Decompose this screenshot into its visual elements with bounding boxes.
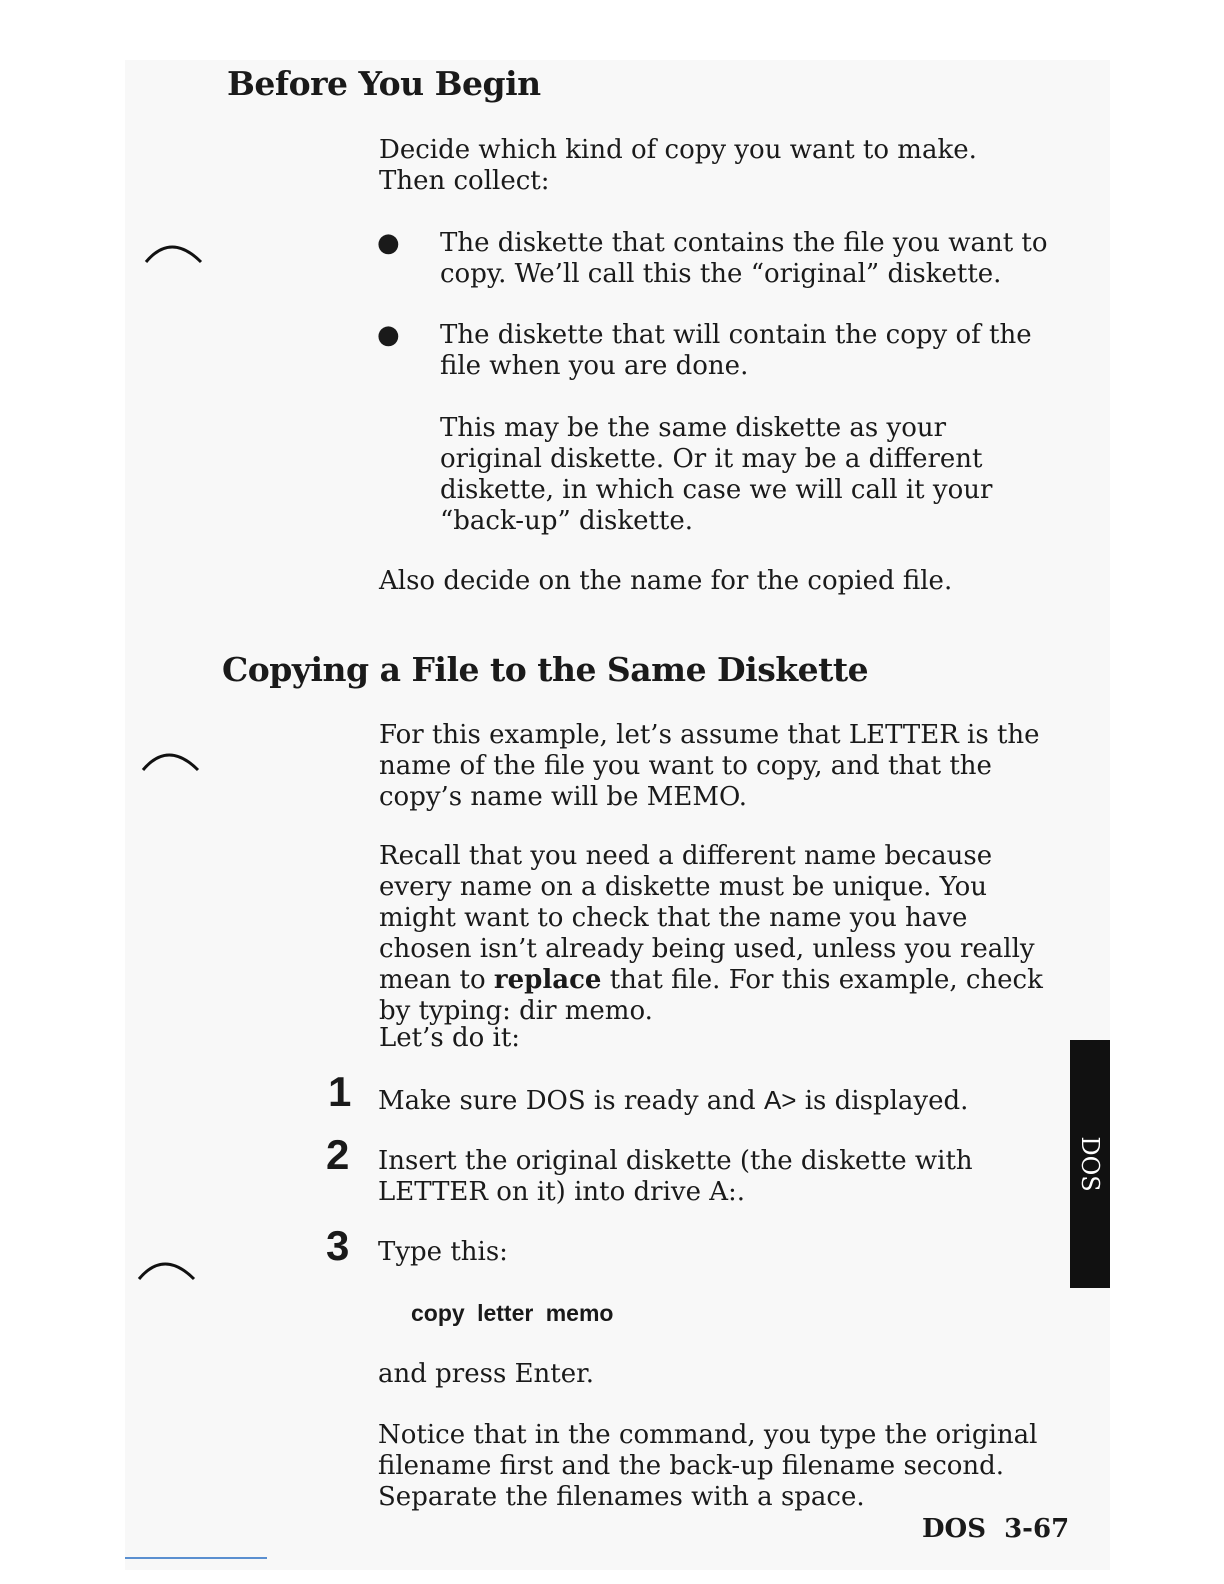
margin-arc-mark [136,1255,198,1285]
recall-text: Recall that you need a different name because every name on a diskette must be unique. You might want to check that the name you have chosen isn’t already being used, unless you really mean to [379,841,1035,995]
footer-label: DOS [922,1514,986,1544]
step-number: 2 [326,1131,350,1178]
step-text-end: is displayed. [796,1086,969,1116]
intro-paragraph: Decide which kind of copy you want to make. Then collect: [379,135,977,196]
step-text: Insert the original diskette (the diskette with LETTER on it) into drive A:. [378,1146,973,1207]
prompt-text: A> [763,1085,797,1115]
bullet-icon: ● [377,228,400,258]
bullet-item: The diskette that contains the file you want to copy. We’ll call this the “original” diskette. [440,228,1048,289]
step-text [378,1085,1048,1117]
step-text-start: Make sure DOS is ready and [378,1086,764,1116]
bullet-icon: ● [377,320,400,350]
step-number: 3 [326,1222,350,1269]
notice-paragraph: Notice that in the command, you type the original filename first and the back-up filename second. Separate the filenames with a space. [378,1420,1038,1512]
bullet-item: The diskette that will contain the copy of the file when you are done. [440,320,1032,381]
section-heading-before-you-begin: Before You Begin [227,64,541,103]
step-text: Type this: [378,1237,508,1267]
command-line: copy letter memo [411,1300,614,1326]
bullet-note: This may be the same diskette as your original diskette. Or it may be a different diskette, in which case we will call it your “back-up” diskette. [440,413,993,536]
press-enter-text: and press Enter. [378,1359,594,1389]
section-tab-label: DOS [1076,1136,1104,1192]
recall-paragraph [379,841,1049,1027]
scan-edge-line [125,1557,267,1559]
margin-arc-mark [140,746,202,776]
page-footer [922,1514,1069,1544]
lets-do-it: Let’s do it: [379,1023,521,1053]
section-tab-dos [1070,1040,1110,1288]
section-heading-copying: Copying a File to the Same Diskette [222,650,869,689]
page-number: 3-67 [1004,1514,1070,1544]
closing-paragraph: Also decide on the name for the copied file. [379,566,953,596]
margin-arc-mark [143,238,205,268]
example-paragraph: For this example, let’s assume that LETTER is the name of the file you want to copy, and that the copy’s name will be MEMO. [379,720,1040,812]
replace-emphasis: replace [493,965,602,995]
recall-text-end: that file. For this example, check by typing: dir memo. [379,965,1043,1026]
step-number: 1 [328,1068,352,1115]
